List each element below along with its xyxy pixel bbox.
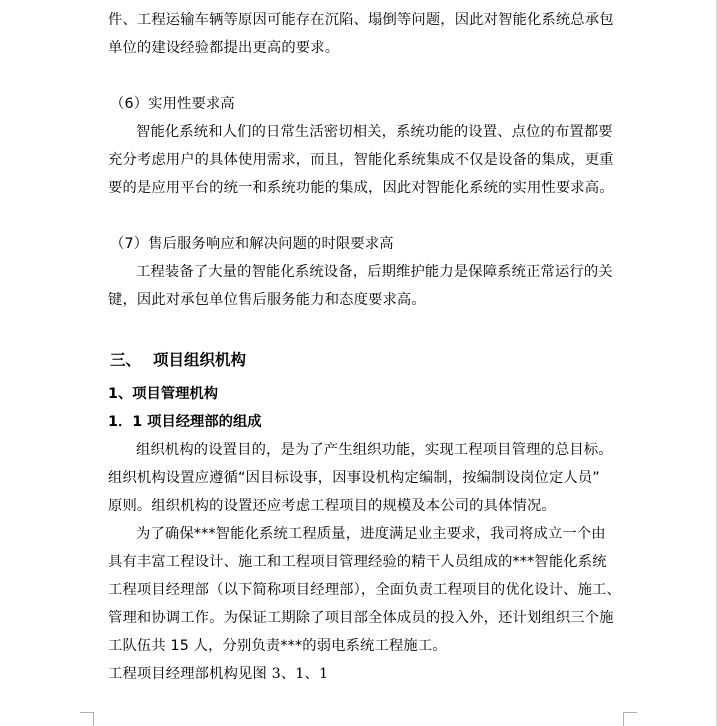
body-text-line: 管理和协调工作。为保证工期除了项目部全体成员的投入外，还计划组织三个施 xyxy=(108,610,614,626)
item-heading-6: （6）实用性要求高 xyxy=(110,96,235,112)
subheading-project-management: 1、项目管理机构 xyxy=(108,386,219,402)
margin-corner-mark xyxy=(80,712,94,713)
margin-corner-mark xyxy=(623,712,637,713)
section-heading xyxy=(110,350,246,370)
body-text-line: 单位的建设经验都提出更高的要求。 xyxy=(108,40,340,56)
margin-corner-mark xyxy=(623,712,624,726)
body-text-line: 具有丰富工程设计、施工和工程项目管理经验的精干人员组成的***智能化系统 xyxy=(108,554,607,570)
body-text-line: 工程项目经理部（以下简称项目经理部），全面负责工程项目的优化设计、施工、 xyxy=(108,582,621,598)
section-title: 项目组织机构 xyxy=(153,351,247,369)
body-text-line: 原则。组织机构的设置还应考虑工程项目的规模及本公司的具体情况。 xyxy=(108,498,556,514)
body-text-line: 智能化系统和人们的日常生活密切相关，系统功能的设置、点位的布置都要 xyxy=(136,124,613,140)
body-text-line: 充分考虑用户的具体使用需求，而且，智能化系统集成不仅是设备的集成，更重 xyxy=(108,152,614,168)
margin-corner-mark xyxy=(93,712,94,726)
body-text-line: 组织机构的设置目的，是为了产生组织功能，实现工程项目管理的总目标。 xyxy=(136,442,613,458)
figure-caption: 工程项目经理部机构见图 3、1、1 xyxy=(108,666,329,682)
item-heading-7: （7）售后服务响应和解决问题的时限要求高 xyxy=(110,236,394,252)
body-text-line: 件、工程运输车辆等原因可能存在沉陷、塌倒等问题，因此对智能化系统总承包 xyxy=(108,12,614,28)
subheading-project-department: 1．1 项目经理部的组成 xyxy=(108,414,262,430)
body-text-line: 为了确保***智能化系统工程质量，进度满足业主要求，我司将成立一个由 xyxy=(136,526,606,542)
body-text-line: 工程装备了大量的智能化系统设备，后期维护能力是保障系统正常运行的关 xyxy=(136,264,613,280)
body-text-line: 要的是应用平台的统一和系统功能的集成，因此对智能化系统的实用性要求高。 xyxy=(108,180,614,196)
body-text-line: 键，因此对承包单位售后服务能力和态度要求高。 xyxy=(108,292,426,308)
section-number: 三、 xyxy=(110,351,142,369)
body-text-line: 组织机构设置应遵循“因目标设事，因事设机构定编制，按编制设岗位定人员” xyxy=(108,470,600,486)
body-text-line: 工队伍共 15 人，分别负责***的弱电系统工程施工。 xyxy=(108,638,447,654)
